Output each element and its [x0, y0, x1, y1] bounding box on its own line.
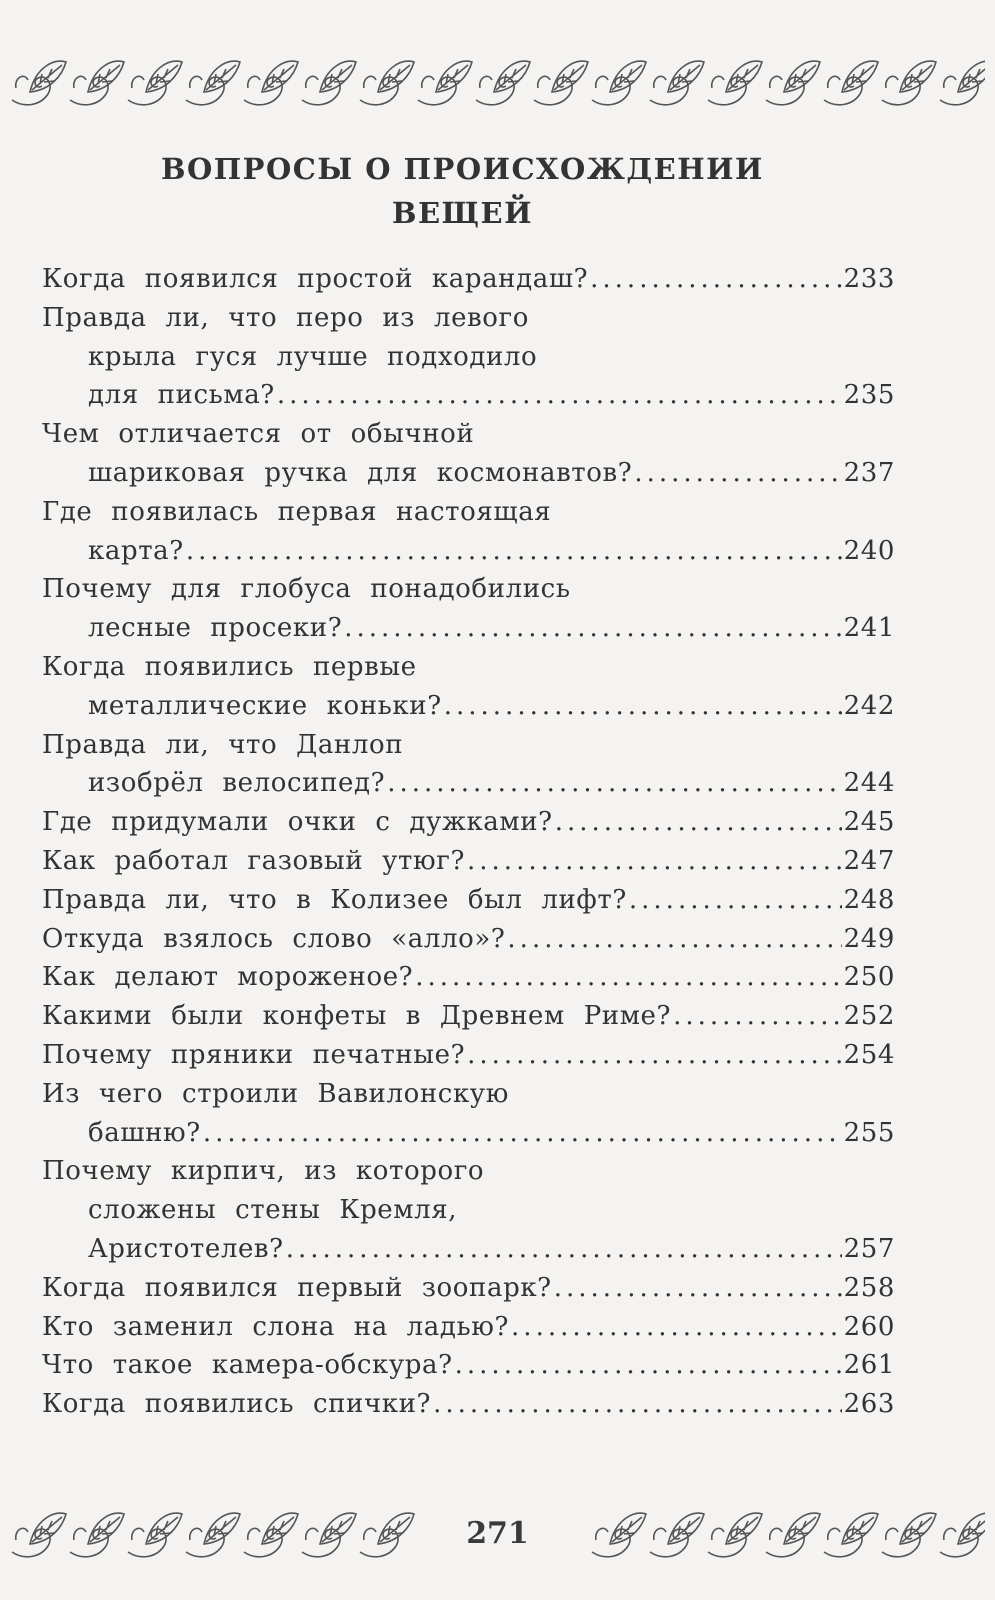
toc-entry-text: Какими были конфеты в Древнем Риме? — [42, 1001, 672, 1032]
dot-leader — [277, 376, 842, 415]
toc-entry-text: Правда ли, что перо из левого — [42, 302, 530, 333]
toc-entry-text: Как работал газовый утюг? — [42, 845, 466, 876]
toc-entry — [42, 881, 895, 920]
page-number: 271 — [444, 1516, 551, 1551]
toc-entry-text: изобрёл велосипед? — [88, 768, 386, 799]
top-leaf-border-icon — [10, 48, 985, 118]
toc-entry-line — [42, 1230, 895, 1269]
toc-page-number: 248 — [843, 884, 895, 915]
toc-entry-line — [42, 376, 895, 415]
toc-entry-line — [42, 299, 895, 338]
leaf-motif-icon — [12, 61, 66, 105]
toc-entry — [42, 1269, 895, 1308]
leaf-motif-icon — [186, 61, 240, 105]
toc-entry-text: сложены стены Кремля, — [88, 1195, 458, 1226]
leaf-motif-icon — [418, 61, 472, 105]
toc-page-number: 249 — [843, 923, 895, 954]
toc-entry-text: для письма? — [88, 380, 275, 411]
dot-leader — [554, 1269, 842, 1308]
toc-page-number: 261 — [843, 1350, 895, 1381]
toc-entry-text: Из чего строили Вавилонскую — [42, 1078, 509, 1109]
leaf-motif-icon — [882, 61, 936, 105]
toc-page-number: 242 — [843, 690, 895, 721]
toc-page-number: 240 — [843, 535, 895, 566]
toc-page-number: 260 — [843, 1311, 895, 1342]
leaf-motif-icon — [360, 61, 414, 105]
toc-entry-text: Почему пряники печатные? — [42, 1039, 466, 1070]
leaf-motif-icon — [476, 61, 530, 105]
leaf-motif-icon — [70, 61, 124, 105]
table-of-contents — [42, 260, 895, 1424]
dot-leader — [555, 803, 842, 842]
toc-entry-line — [42, 1191, 895, 1230]
toc-entry-line — [42, 415, 895, 454]
toc-entry-text: Где появилась первая настоящая — [42, 496, 552, 527]
dot-leader — [433, 1385, 841, 1424]
toc-entry — [42, 958, 895, 997]
dot-leader — [590, 260, 841, 299]
leaf-motif-icon — [766, 61, 820, 105]
toc-entry-text: металлические коньки? — [88, 690, 442, 721]
toc-entry — [42, 1152, 895, 1268]
dot-leader — [673, 997, 841, 1036]
section-title-line: ВЕЩЕЙ — [391, 196, 534, 230]
toc-entry — [42, 1308, 895, 1347]
toc-entry — [42, 1075, 895, 1153]
toc-entry-line — [42, 1346, 895, 1385]
toc-entry-line — [42, 260, 895, 299]
toc-entry — [42, 1036, 895, 1075]
toc-page-number: 252 — [843, 1001, 895, 1032]
section-title-line: ВОПРОСЫ О ПРОИСХОЖДЕНИИ — [161, 152, 764, 186]
toc-entry-text: Кто заменил слона на ладью? — [42, 1311, 510, 1342]
toc-entry-text: Почему для глобуса понадобились — [42, 574, 571, 605]
dot-leader — [511, 1308, 842, 1347]
toc-entry-text: Как делают мороженое? — [42, 962, 414, 993]
leaf-motif-icon — [592, 61, 646, 105]
toc-entry — [42, 803, 895, 842]
toc-entry-text: башню? — [88, 1117, 201, 1148]
toc-entry — [42, 920, 895, 959]
toc-page-number: 257 — [843, 1233, 895, 1264]
toc-entry-text: Откуда взялось слово «алло»? — [42, 923, 506, 954]
toc-page-number: 233 — [843, 264, 895, 294]
dot-leader — [186, 532, 842, 571]
toc-entry-text: Правда ли, что в Колизее был лифт? — [42, 884, 627, 915]
leaf-motif-icon — [650, 61, 704, 105]
toc-page-number: 247 — [843, 845, 895, 876]
toc-entry-text: Где придумали очки с дужками? — [42, 807, 553, 838]
toc-entry-text: Правда ли, что Данлоп — [42, 729, 404, 760]
leaf-motif-icon — [244, 61, 298, 105]
toc-page-number: 258 — [843, 1272, 895, 1303]
toc-entry — [42, 726, 895, 804]
toc-entry-line — [42, 687, 895, 726]
dot-leader — [629, 881, 842, 920]
toc-entry-line — [42, 1114, 895, 1153]
toc-page-number: 255 — [843, 1117, 895, 1148]
toc-entry-text: Аристотелев? — [88, 1233, 284, 1264]
toc-entry-line — [42, 764, 895, 803]
toc-entry-text: лесные просеки? — [88, 613, 343, 644]
toc-entry — [42, 260, 895, 299]
toc-entry-line — [42, 532, 895, 571]
dot-leader — [415, 958, 841, 997]
toc-entry — [42, 997, 895, 1036]
toc-entry-line — [42, 997, 895, 1036]
dot-leader — [203, 1114, 842, 1153]
toc-entry-line — [42, 570, 895, 609]
toc-entry-line — [42, 1385, 895, 1424]
toc-entry-text: крыла гуся лучше подходило — [88, 341, 538, 372]
leaf-motif-icon — [128, 61, 182, 105]
dot-leader — [455, 1346, 842, 1385]
toc-entry-line — [42, 454, 895, 493]
page-number-wrap — [0, 1516, 995, 1551]
toc-entry-text: Когда появился простой карандаш? — [42, 264, 589, 294]
toc-entry-line — [42, 803, 895, 842]
toc-entry-line — [42, 1269, 895, 1308]
leaf-motif-icon — [940, 61, 985, 105]
toc-entry — [42, 1385, 895, 1424]
toc-entry-line — [42, 1036, 895, 1075]
toc-page-number: 244 — [843, 768, 895, 799]
toc-entry-text: Когда появился первый зоопарк? — [42, 1272, 552, 1303]
dot-leader — [444, 687, 842, 726]
toc-entry-line — [42, 609, 895, 648]
dot-leader — [387, 764, 841, 803]
toc-entry-line — [42, 493, 895, 532]
toc-entry-line — [42, 338, 895, 377]
leaf-motif-icon — [302, 61, 356, 105]
toc-entry-line — [42, 1152, 895, 1191]
toc-page-number: 245 — [843, 807, 895, 838]
leaf-motif-icon — [824, 61, 878, 105]
toc-entry-line — [42, 881, 895, 920]
dot-leader — [467, 842, 842, 881]
toc-entry-text: Чем отличается от обычной — [42, 419, 475, 450]
toc-entry-text: карта? — [88, 535, 184, 566]
dot-leader — [286, 1230, 842, 1269]
toc-entry-text: Почему кирпич, из которого — [42, 1156, 485, 1187]
toc-entry-line — [42, 726, 895, 765]
leaf-motif-icon — [708, 61, 762, 105]
toc-entry-line — [42, 842, 895, 881]
toc-entry-text: Когда появились спички? — [42, 1389, 432, 1420]
dot-leader — [467, 1036, 841, 1075]
dot-leader — [507, 920, 841, 959]
toc-entry-line — [42, 920, 895, 959]
toc-entry-line — [42, 958, 895, 997]
toc-entry-text: Что такое камера-обскура? — [42, 1350, 453, 1381]
toc-page-number: 235 — [843, 380, 895, 411]
toc-page-number: 263 — [843, 1389, 895, 1420]
toc-page-number: 254 — [843, 1039, 895, 1070]
leaf-motif-icon — [534, 61, 588, 105]
toc-entry — [42, 570, 895, 648]
toc-entry — [42, 493, 895, 571]
toc-entry — [42, 415, 895, 493]
toc-page-number: 250 — [843, 962, 895, 993]
toc-page-number: 241 — [843, 613, 895, 644]
toc-entry — [42, 299, 895, 415]
toc-entry-line — [42, 1308, 895, 1347]
toc-entry — [42, 842, 895, 881]
dot-leader — [634, 454, 841, 493]
toc-page-number: 237 — [843, 457, 895, 488]
section-title — [0, 147, 925, 235]
toc-entry — [42, 648, 895, 726]
toc-entry-text: шариковая ручка для космонавтов? — [88, 457, 633, 488]
toc-entry — [42, 1346, 895, 1385]
dot-leader — [344, 609, 841, 648]
toc-entry-line — [42, 648, 895, 687]
toc-entry-text: Когда появились первые — [42, 651, 417, 682]
toc-entry-line — [42, 1075, 895, 1114]
